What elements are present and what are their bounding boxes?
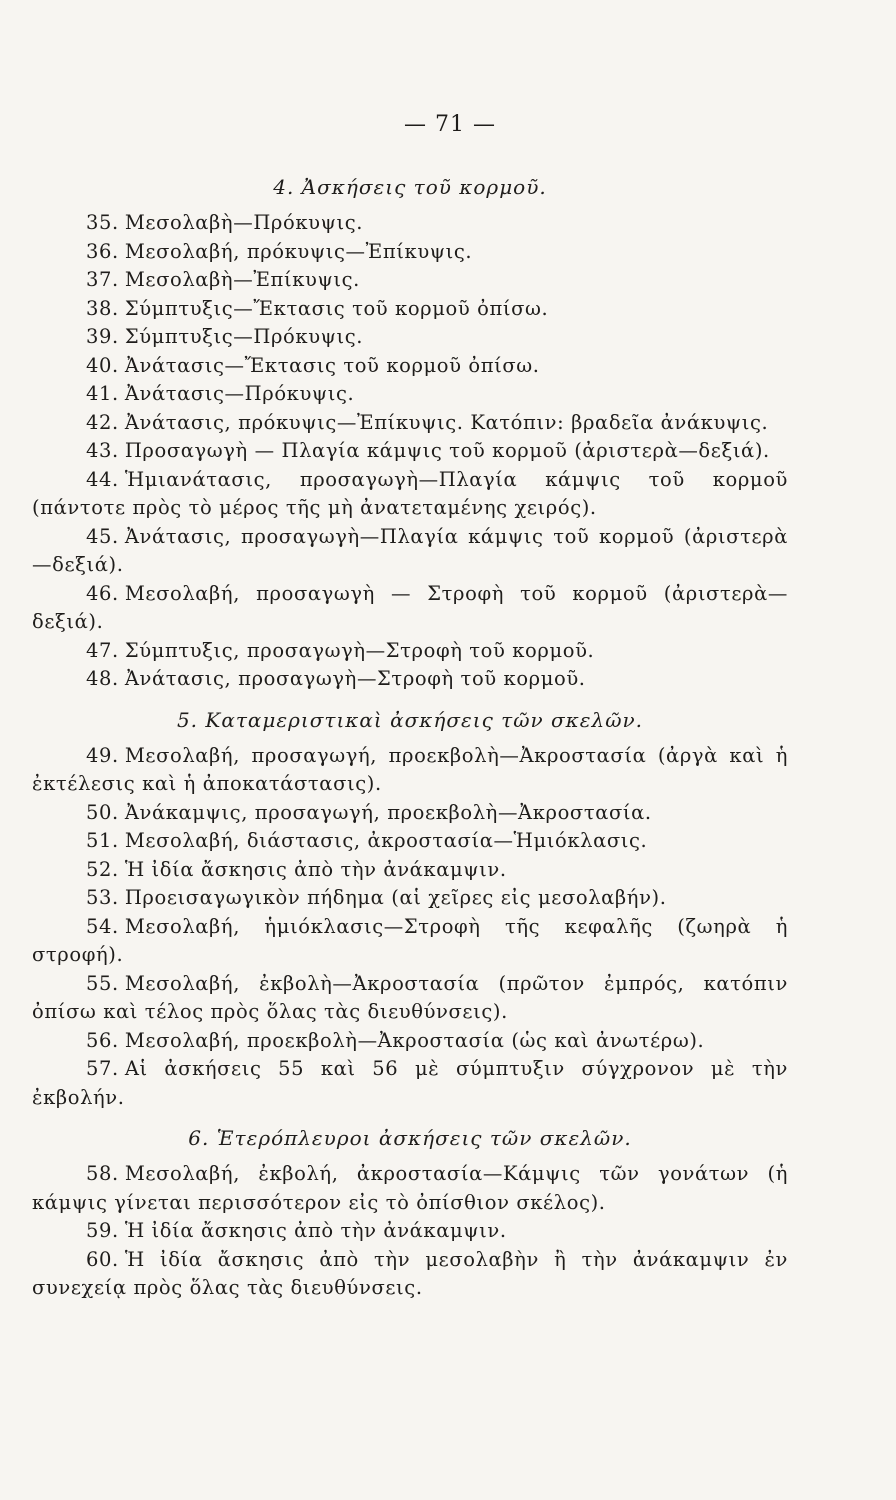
exercise-text: Ἡμιανάτασις, προσαγωγὴ—Πλαγία κάμψις τοῦ κορμοῦ (πάντοτε πρὸς τὸ μέρος τῆς μὴ ἀνατεταμένης χειρός).: [32, 467, 788, 519]
exercise-item: [32, 437, 788, 466]
exercise-text: Σύμπτυξις, προσαγωγὴ—Στροφὴ τοῦ κορμοῦ.: [124, 638, 595, 662]
exercise-number: 42.: [86, 410, 119, 434]
exercise-number: 40.: [86, 353, 119, 377]
exercise-number: 52.: [86, 857, 119, 881]
exercise-number: 36.: [86, 239, 119, 263]
exercise-text: Μεσολαβή, προεκβολὴ—Ἀκροστασία (ὡς καὶ ἀνωτέρω).: [124, 1028, 705, 1052]
exercise-text: Ἡ ἰδία ἄσκησις ἀπὸ τὴν ἀνάκαμψιν.: [124, 857, 507, 881]
exercise-item: [32, 466, 788, 523]
section-trunk-exercises: [32, 175, 788, 694]
exercise-item: [32, 323, 788, 352]
exercise-text: Ἡ ἰδία ἄσκησις ἀπὸ τὴν μεσολαβὴν ἢ τὴν ἀνάκαμψιν ἐν συνεχείᾳ πρὸς ὅλας τὰς διευθύνσεις.: [32, 1247, 788, 1299]
exercise-item: [32, 856, 788, 885]
exercise-item: [32, 665, 788, 694]
exercise-text: Ἀνάτασις, προσαγωγὴ—Στροφὴ τοῦ κορμοῦ.: [124, 667, 586, 690]
exercise-item: [32, 913, 788, 970]
exercise-text: Μεσολαβὴ—Πρόκυψις.: [124, 211, 364, 234]
exercise-item: [32, 637, 788, 666]
exercise-item: [32, 380, 788, 409]
page-number: — 71 —: [404, 112, 496, 137]
exercise-text: Προεισαγωγικὸν πήδημα (αἱ χεῖρες εἰς μεσολαβήν).: [124, 886, 667, 909]
exercise-number: 46.: [86, 581, 119, 605]
exercise-text: Μεσολαβή, πρόκυψις—Ἐπίκυψις.: [124, 239, 473, 263]
exercise-item: [32, 742, 788, 799]
exercise-item: [32, 1246, 788, 1303]
exercise-item: [32, 884, 788, 913]
exercise-text: Μεσολαβὴ—Ἐπίκυψις.: [124, 268, 360, 291]
exercise-item: [32, 209, 788, 238]
exercise-item: [32, 827, 788, 856]
exercise-number: 54.: [86, 914, 119, 938]
exercise-number: 51.: [86, 829, 119, 852]
exercise-item: [32, 352, 788, 381]
exercise-text: Μεσολαβή, ἡμιόκλασις—Στροφὴ τῆς κεφαλῆς (ζωηρὰ ἡ στροφή).: [32, 914, 788, 966]
exercise-text: Μεσολαβή, ἐκβολὴ—Ἀκροστασία (πρῶτον ἐμπρός, κατόπιν ὀπίσω καὶ τέλος πρὸς ὅλας τὰς διευθύνσεις).: [32, 971, 788, 1023]
exercise-item: [32, 1160, 788, 1217]
section-title: 4. Ἀσκήσεις τοῦ κορμοῦ.: [273, 175, 547, 199]
exercise-text: Ἀνάτασις—Πρόκυψις.: [124, 382, 355, 405]
exercise-text: Ἀνάτασις, προσαγωγὴ—Πλαγία κάμψις τοῦ κορμοῦ (ἀριστερὰ—δεξιά).: [32, 524, 788, 576]
exercise-item: [32, 266, 788, 295]
exercise-text: Μεσολαβή, προσαγωγή, προεκβολὴ—Ἀκροστασία (ἀργὰ καὶ ἡ ἐκτέλεσις καὶ ἡ ἀποκατάστασις).: [32, 743, 788, 795]
exercise-number: 44.: [86, 467, 119, 491]
exercise-number: 48.: [86, 667, 119, 690]
exercise-item: [32, 1055, 788, 1112]
exercise-item: [32, 799, 788, 828]
exercise-text: Αἱ ἀσκήσεις 55 καὶ 56 μὲ σύμπτυξιν σύγχρονον μὲ τὴν ἐκβολήν.: [32, 1057, 788, 1109]
exercise-number: 41.: [86, 382, 119, 405]
exercise-item: [32, 238, 788, 267]
exercise-item: [32, 1027, 788, 1056]
exercise-text: Προσαγωγὴ — Πλαγία κάμψις τοῦ κορμοῦ (ἀριστερὰ—δεξιά).: [124, 439, 770, 462]
exercise-number: 57.: [86, 1057, 119, 1080]
section-title: 5. Καταμεριστικαὶ ἀσκήσεις τῶν σκελῶν.: [176, 707, 644, 732]
exercise-number: 37.: [86, 268, 119, 291]
exercise-number: 39.: [86, 325, 119, 348]
section-unilateral-leg-exercises: [32, 1126, 788, 1303]
exercise-number: 49.: [86, 743, 119, 767]
exercise-number: 35.: [86, 211, 119, 234]
exercise-number: 56.: [86, 1028, 119, 1052]
exercise-text: Ἀνάτασις, πρόκυψις—Ἐπίκυψις. Κατόπιν: βραδεῖα ἀνάκυψις.: [124, 410, 769, 434]
exercise-text: Μεσολαβή, προσαγωγὴ — Στροφὴ τοῦ κορμοῦ (ἀριστερὰ—δεξιά).: [32, 581, 788, 633]
exercise-number: 53.: [86, 886, 119, 909]
section-title: 6. Ἑτερόπλευροι ἀσκήσεις τῶν σκελῶν.: [188, 1126, 632, 1150]
exercise-text: Ἡ ἰδία ἄσκησις ἀπὸ τὴν ἀνάκαμψιν.: [124, 1219, 507, 1242]
exercise-number: 38.: [86, 296, 119, 320]
exercise-text: Μεσολαβή, ἐκβολή, ἀκροστασία—Κάμψις τῶν γονάτων (ἡ κάμψις γίνεται περισσότερον εἰς τὸ ὀπίσθιον σκέλος).: [32, 1162, 788, 1214]
exercise-text: Ἀνάτασις—Ἔκτασις τοῦ κορμοῦ ὀπίσω.: [124, 353, 540, 377]
exercise-item: [32, 295, 788, 324]
exercise-number: 45.: [86, 524, 119, 548]
exercise-number: 58.: [86, 1162, 119, 1185]
exercise-item: [32, 580, 788, 637]
exercise-item: [32, 970, 788, 1027]
exercise-item: [32, 409, 788, 438]
exercise-number: 59.: [86, 1219, 119, 1242]
section-leg-distributive-exercises: [32, 708, 788, 1113]
exercise-text: Ἀνάκαμψις, προσαγωγή, προεκβολὴ—Ἀκροστασία.: [124, 800, 652, 824]
exercise-number: 55.: [86, 971, 119, 995]
exercise-text: Σύμπτυξις—Πρόκυψις.: [124, 325, 364, 348]
exercise-item: [32, 523, 788, 580]
exercise-number: 60.: [86, 1247, 119, 1271]
exercise-item: [32, 1217, 788, 1246]
exercise-text: Μεσολαβή, διάστασις, ἀκροστασία—Ἡμιόκλασις.: [124, 829, 648, 852]
exercise-text: Σύμπτυξις—Ἔκτασις τοῦ κορμοῦ ὀπίσω.: [124, 296, 549, 320]
exercise-number: 50.: [86, 800, 119, 824]
exercise-number: 43.: [86, 439, 119, 462]
exercise-number: 47.: [86, 638, 119, 662]
